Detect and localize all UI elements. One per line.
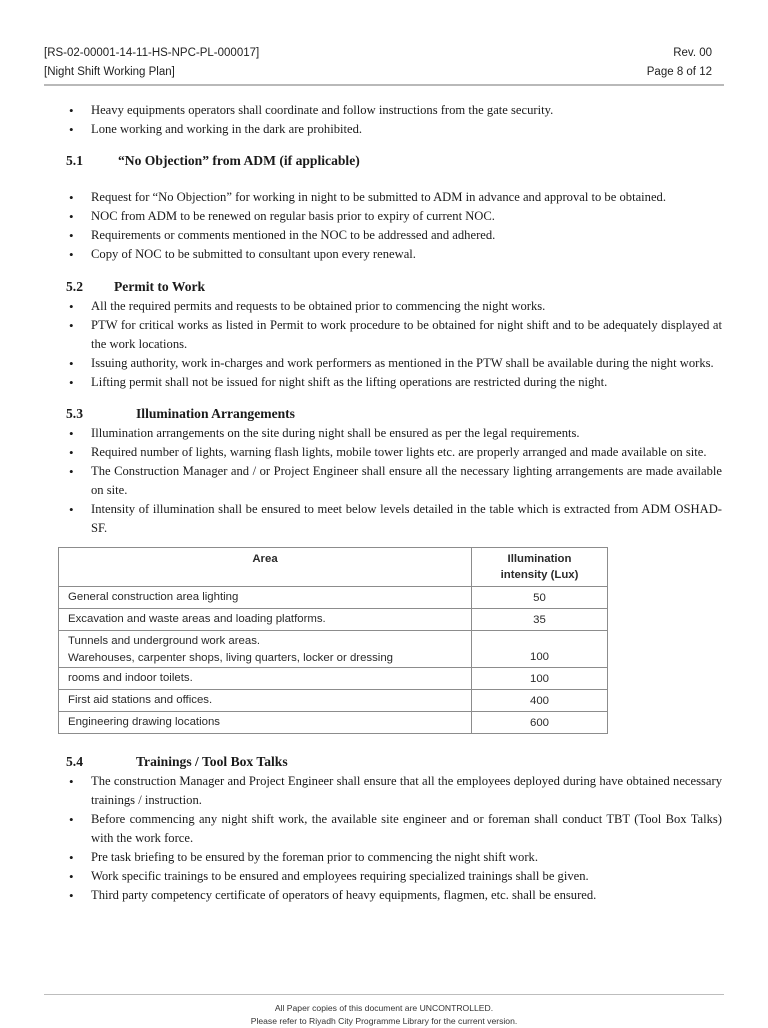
list-item: • Required number of lights, warning flash lights, mobile tower lights etc. are properly arranged and made available on site. — [66, 443, 722, 462]
section-number: 5.4 — [66, 754, 83, 769]
column-header-intensity — [472, 548, 608, 587]
cell-line: Warehouses, carpenter shops, living quarters, locker or dressing — [68, 652, 393, 664]
list-item: • Work specific trainings to be ensured and employees requiring specialized trainings shall be given. — [66, 867, 722, 886]
section-heading-5-1 — [66, 151, 722, 171]
page-number: Page 8 of 12 — [646, 66, 712, 78]
list-item: • Request for “No Objection” for working in night to be submitted to ADM in advance and approval to be obtained. — [66, 188, 722, 207]
cell-lux: 50 — [472, 587, 608, 609]
cell-area: First aid stations and offices. — [59, 690, 472, 712]
column-header-area: Area — [59, 548, 472, 587]
section-5-2-bullets — [66, 297, 722, 392]
page-footer — [0, 1002, 768, 1028]
section-title: Trainings / Tool Box Talks — [136, 754, 288, 769]
section-heading-5-2 — [66, 277, 722, 297]
document-title: [Night Shift Working Plan] — [44, 66, 175, 78]
cell-lux: 35 — [472, 609, 608, 631]
cell-area: Excavation and waste areas and loading platforms. — [59, 609, 472, 631]
cell-area: General construction area lighting — [59, 587, 472, 609]
section-5-3-bullets — [66, 424, 722, 538]
cell-area: rooms and indoor toilets. — [59, 668, 472, 690]
intro-bullet-list — [66, 101, 722, 139]
document-body — [66, 101, 722, 905]
list-item: • Lifting permit shall not be issued for night shift as the lifting operations are restricted during the night. — [66, 373, 722, 392]
section-title: “No Objection” from ADM (if applicable) — [118, 153, 360, 168]
table-row — [59, 631, 608, 668]
illumination-table — [58, 547, 608, 734]
footer-uncontrolled-note: All Paper copies of this document are UNCONTROLLED. — [274, 1003, 494, 1013]
list-item: • All the required permits and requests to be obtained prior to commencing the night works. — [66, 297, 722, 316]
table-row — [59, 587, 608, 609]
cell-lux: 100 — [472, 668, 608, 690]
footer-divider — [44, 994, 724, 995]
cell-line: Tunnels and underground work areas. — [68, 635, 261, 647]
list-item: • Requirements or comments mentioned in the NOC to be addressed and adhered. — [66, 226, 722, 245]
section-5-1-bullets — [66, 188, 722, 264]
header-divider — [44, 84, 724, 86]
header-line: Illumination — [507, 553, 572, 565]
cell-area: Engineering drawing locations — [59, 712, 472, 734]
list-item: • The Construction Manager and / or Project Engineer shall ensure all the necessary lighting arrangements are made available on site. — [66, 462, 722, 500]
table-row — [59, 712, 608, 734]
list-item: • Issuing authority, work in-charges and work performers as mentioned in the PTW shall be available during the night works. — [66, 354, 722, 373]
list-item: • Heavy equipments operators shall coordinate and follow instructions from the gate security. — [66, 101, 722, 120]
cell-lux: 400 — [472, 690, 608, 712]
footer-library-note: Please refer to Riyadh City Programme Library for the current version. — [250, 1016, 518, 1026]
list-item: • Before commencing any night shift work, the available site engineer and or foreman shall conduct TBT (Tool Box Talks) with the work force. — [66, 810, 722, 848]
section-title: Illumination Arrangements — [136, 406, 295, 421]
cell-lux: 600 — [472, 712, 608, 734]
list-item: • NOC from ADM to be renewed on regular basis prior to expiry of current NOC. — [66, 207, 722, 226]
document-id: [RS-02-00001-14-11-HS-NPC-PL-000017] — [44, 47, 260, 59]
list-item: • Intensity of illumination shall be ensured to meet below levels detailed in the table which is extracted from ADM OSHAD-SF. — [66, 500, 722, 538]
section-number: 5.3 — [66, 406, 83, 421]
table-header-row — [59, 548, 608, 587]
header-line: intensity (Lux) — [500, 569, 579, 581]
list-item: • The construction Manager and Project Engineer shall ensure that all the employees deployed during have obtained necessary trainings / instruction. — [66, 772, 722, 810]
list-item: • Illumination arrangements on the site during night shall be ensured as per the legal requirements. — [66, 424, 722, 443]
list-item: • Third party competency certificate of operators of heavy equipments, flagmen, etc. shall be ensured. — [66, 886, 722, 905]
cell-area — [59, 631, 472, 668]
list-item: • Lone working and working in the dark are prohibited. — [66, 120, 722, 139]
section-title: Permit to Work — [114, 279, 206, 294]
cell-lux: 100 — [472, 631, 608, 668]
revision-label: Rev. 00 — [673, 47, 712, 59]
table-row — [59, 609, 608, 631]
list-item: • PTW for critical works as listed in Permit to work procedure to be obtained for night shift and to be adequately displayed at the work locations. — [66, 316, 722, 354]
section-heading-5-3 — [66, 404, 722, 424]
table-row — [59, 668, 608, 690]
section-5-4-bullets — [66, 772, 722, 905]
section-heading-5-4 — [66, 752, 722, 772]
list-item: • Copy of NOC to be submitted to consultant upon every renewal. — [66, 245, 722, 264]
table-row — [59, 690, 608, 712]
section-number: 5.2 — [66, 279, 83, 294]
section-number: 5.1 — [66, 153, 83, 168]
list-item: • Pre task briefing to be ensured by the foreman prior to commencing the night shift work. — [66, 848, 722, 867]
